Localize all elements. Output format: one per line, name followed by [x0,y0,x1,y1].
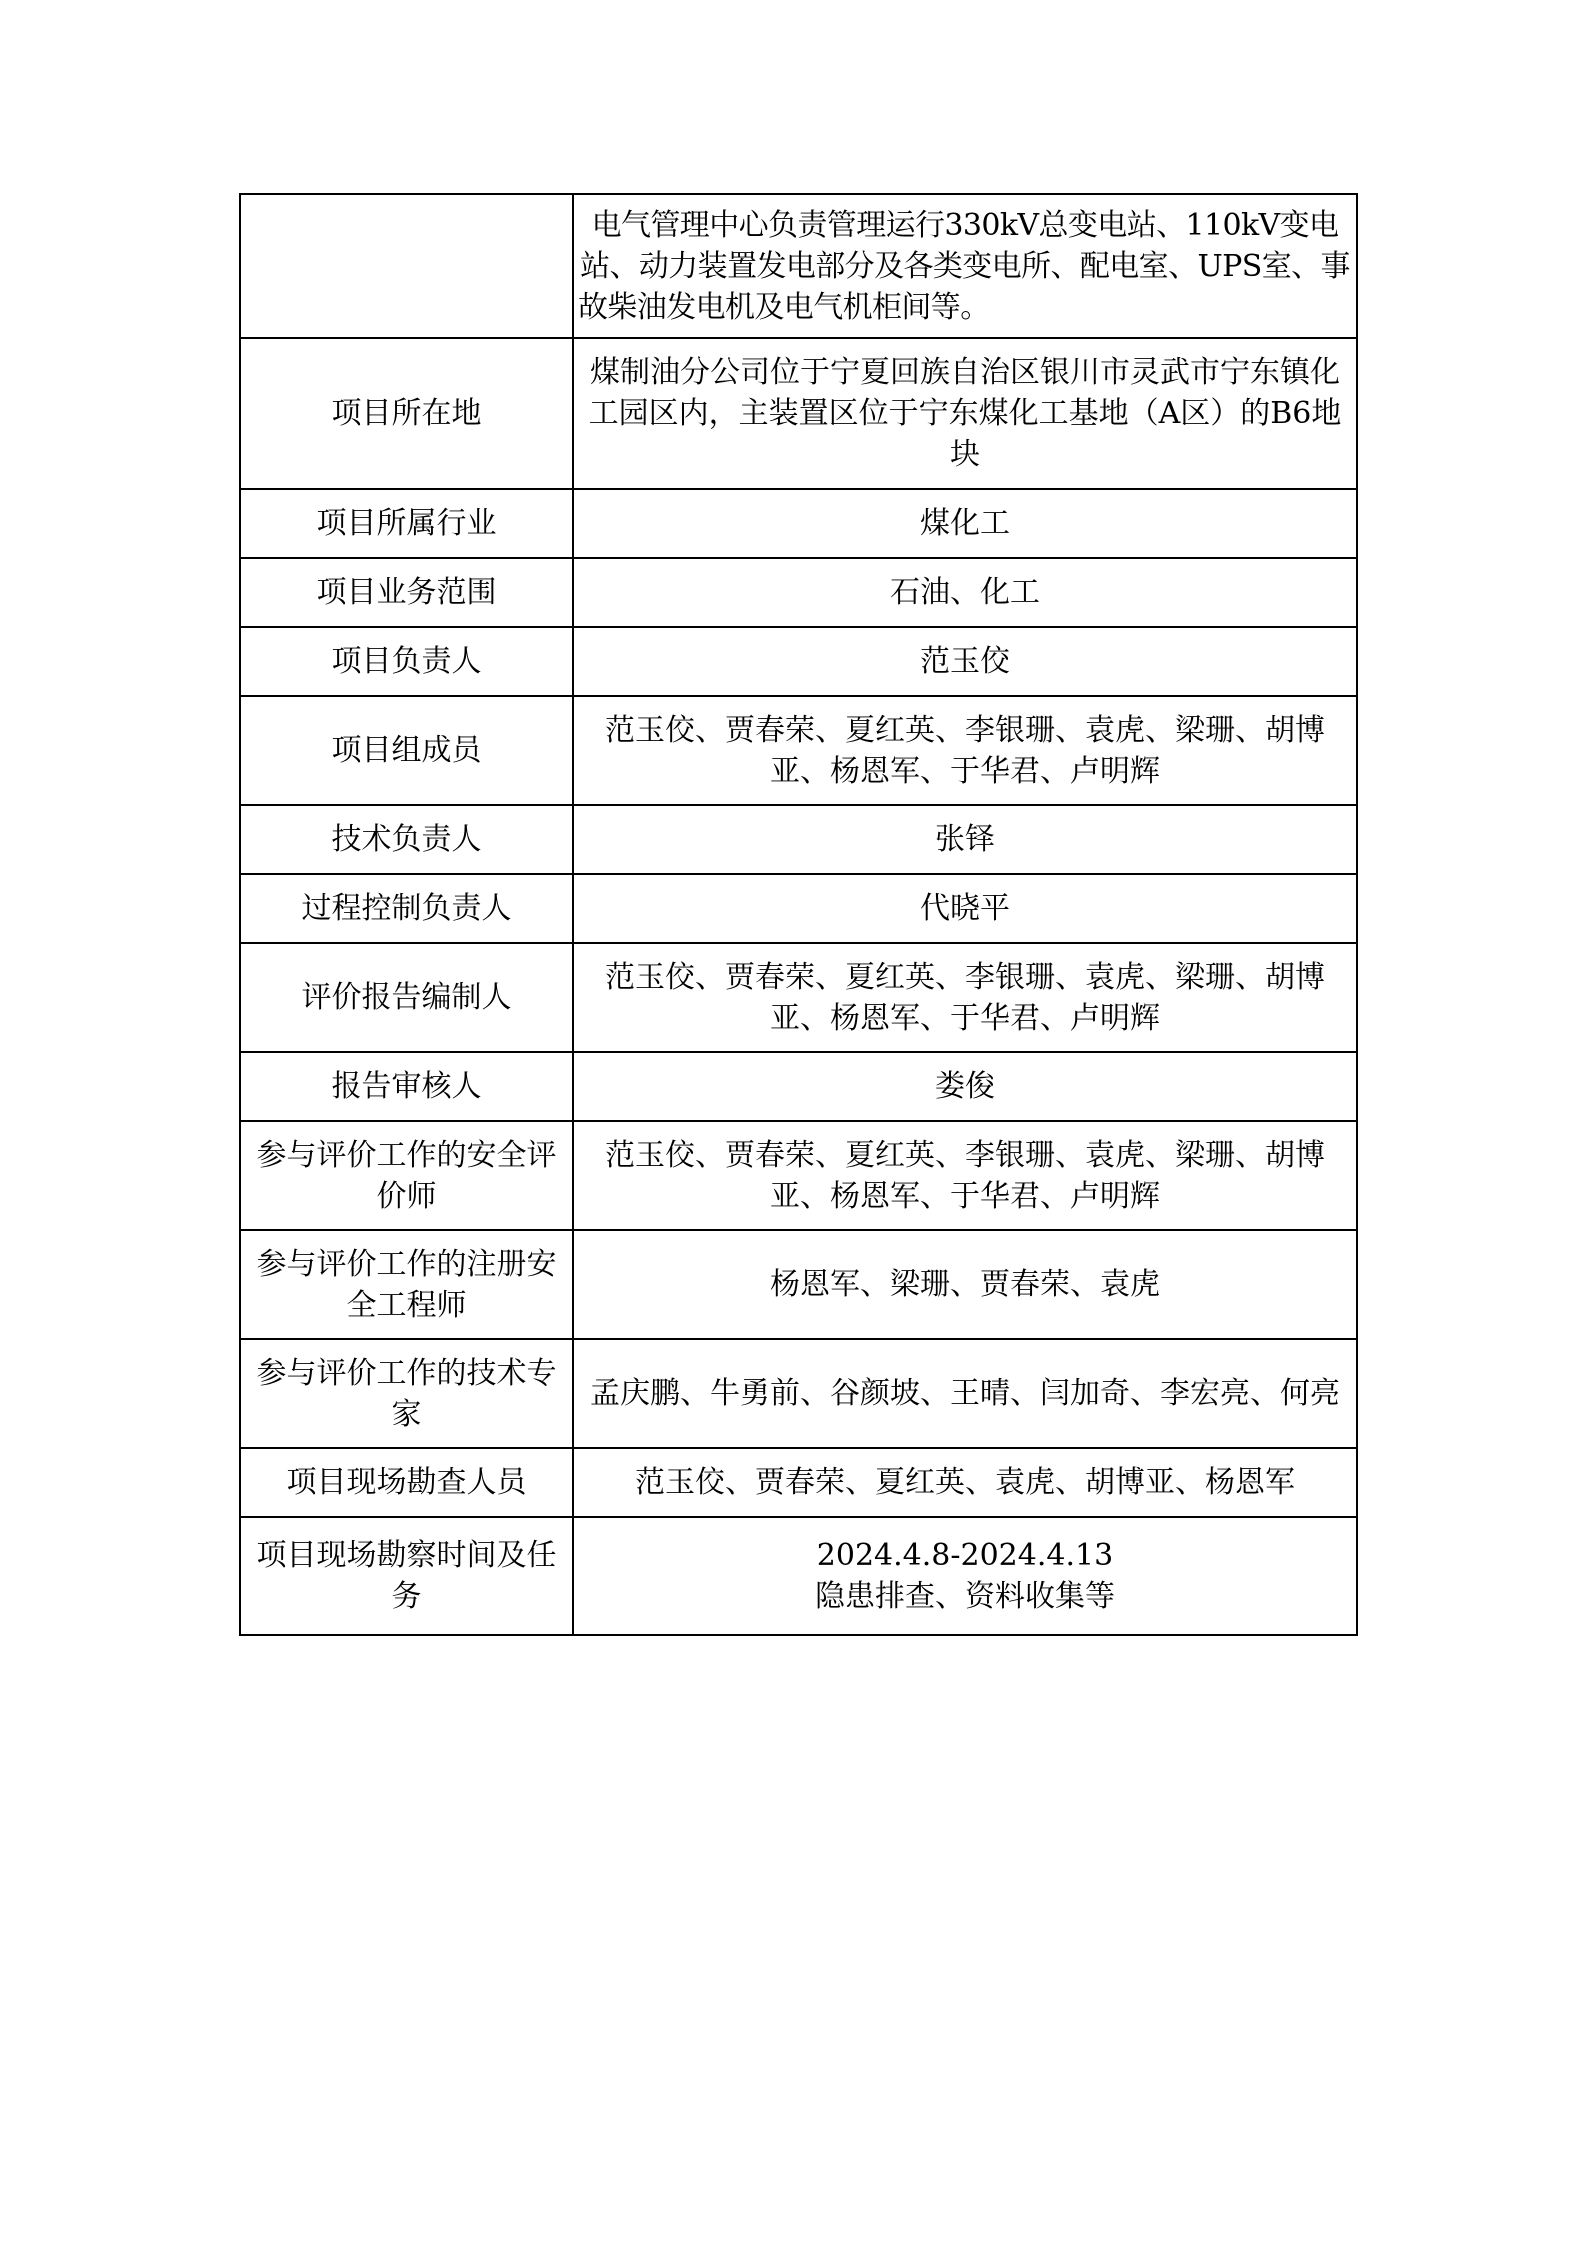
table-row [240,558,1357,627]
table-row [240,1230,1357,1339]
project-leader-label: 项目负责人 [240,627,573,696]
table-row [240,1121,1357,1230]
safety-evaluators-value: 范玉佼、贾春荣、夏红英、李银珊、袁虎、梁珊、胡博亚、杨恩军、于华君、卢明辉 [573,1121,1357,1230]
report-author-value: 范玉佼、贾春荣、夏红英、李银珊、袁虎、梁珊、胡博亚、杨恩军、于华君、卢明辉 [573,943,1357,1052]
team-members-value: 范玉佼、贾春荣、夏红英、李银珊、袁虎、梁珊、胡博亚、杨恩军、于华君、卢明辉 [573,696,1357,805]
survey-date-range: 2024.4.8-2024.4.13 [816,1538,1114,1573]
location-value: 煤制油分公司位于宁夏回族自治区银川市灵武市宁东镇化工园区内，主装置区位于宁东煤化工基地（A区）的B6地块 [573,338,1357,489]
table-row [240,943,1357,1052]
table-row [240,489,1357,558]
table-row [240,1448,1357,1517]
industry-label: 项目所属行业 [240,489,573,558]
survey-time-task-value [573,1517,1357,1635]
technical-leader-label: 技术负责人 [240,805,573,874]
registered-safety-engineers-value: 杨恩军、梁珊、贾春荣、袁虎 [573,1230,1357,1339]
process-control-leader-value: 代晓平 [573,874,1357,943]
business-scope-label: 项目业务范围 [240,558,573,627]
table-row [240,1517,1357,1635]
technical-experts-value: 孟庆鹏、牛勇前、谷颜坡、王晴、闫加奇、李宏亮、何亮 [573,1339,1357,1448]
report-author-label: 评价报告编制人 [240,943,573,1052]
team-members-label: 项目组成员 [240,696,573,805]
table-row [240,1052,1357,1121]
table-row [240,338,1357,489]
survey-task: 隐患排查、资料收集等 [815,1579,1115,1614]
industry-value: 煤化工 [573,489,1357,558]
site-survey-staff-value: 范玉佼、贾春荣、夏红英、袁虎、胡博亚、杨恩军 [573,1448,1357,1517]
empty-label-cell [240,194,573,338]
table-row [240,805,1357,874]
report-reviewer-value: 娄俊 [573,1052,1357,1121]
table-row [240,194,1357,338]
location-label: 项目所在地 [240,338,573,489]
report-reviewer-label: 报告审核人 [240,1052,573,1121]
technical-leader-value: 张铎 [573,805,1357,874]
table-row [240,874,1357,943]
project-leader-value: 范玉佼 [573,627,1357,696]
table-row [240,696,1357,805]
survey-time-task-label: 项目现场勘察时间及任务 [240,1517,573,1635]
table-row [240,1339,1357,1448]
site-survey-staff-label: 项目现场勘查人员 [240,1448,573,1517]
registered-safety-engineers-label: 参与评价工作的注册安全工程师 [240,1230,573,1339]
technical-experts-label: 参与评价工作的技术专家 [240,1339,573,1448]
business-scope-value: 石油、化工 [573,558,1357,627]
electrical-management-description: 电气管理中心负责管理运行330kV总变电站、110kV变电站、动力装置发电部分及各类变电所、配电室、UPS室、事故柴油发电机及电气机柜间等。 [573,194,1357,338]
project-info-table [239,193,1358,1636]
table-row [240,627,1357,696]
process-control-leader-label: 过程控制负责人 [240,874,573,943]
safety-evaluators-label: 参与评价工作的安全评价师 [240,1121,573,1230]
